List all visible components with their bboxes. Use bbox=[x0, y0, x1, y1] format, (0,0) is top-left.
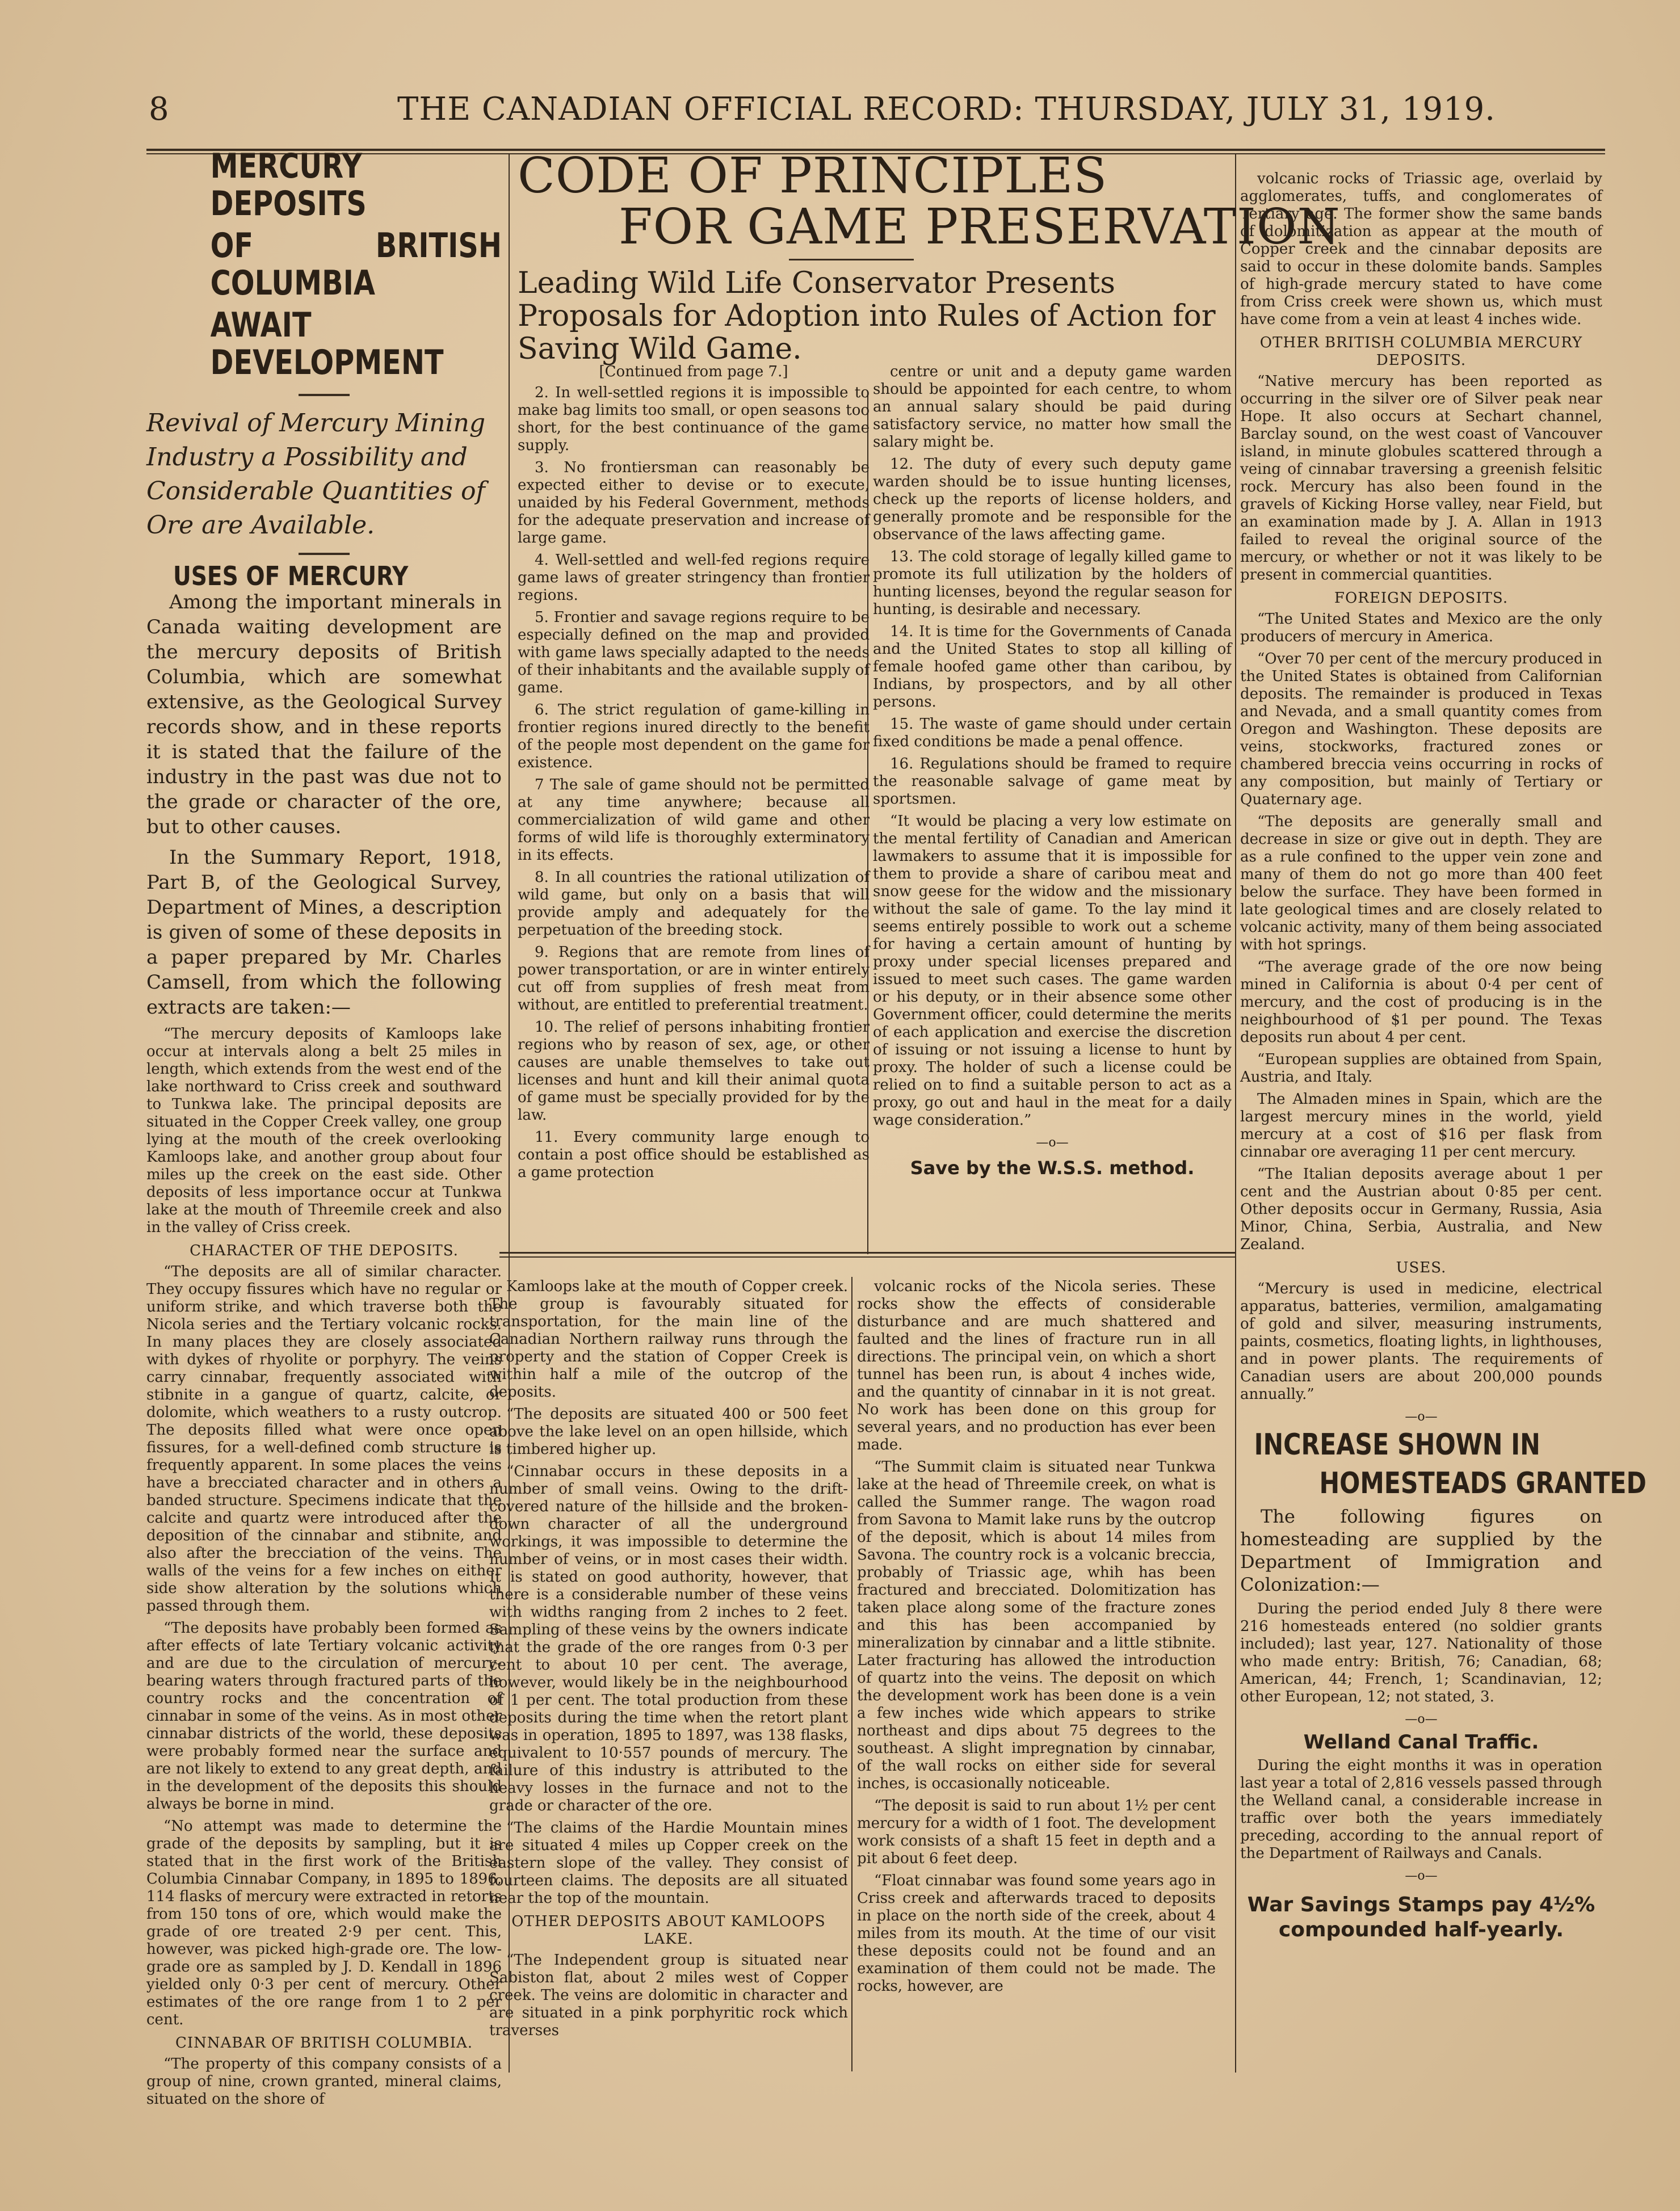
paragraph: 5. Frontier and savage regions require to be especially defined on the map and provided with game laws specially adapted to the needs of their inhabitants and the available supply of game. bbox=[518, 609, 870, 696]
deck-line: Industry a Possibility and bbox=[146, 443, 468, 472]
paragraph: volcanic rocks of the Nicola series. These rocks show the effects of considerable disturbance and are much shattered and faulted and the lines of fracture run in all directions. The principal vein, on which a short tunnel has been run, is about 4 inches wide, and the quantity of cinnabar in it is not great. No work has been done on this group for several years, and no production has ever been made. bbox=[857, 1278, 1216, 1453]
game-article-column-2 bbox=[873, 363, 1232, 1249]
paragraph: “No attempt was made to determine the grade of the deposits by sampling, but it is stated that in the first work of the British Columbia Cinnabar Company, in 1895 to 1896, 114 flasks of mercury were extracted in retorts from 150 tons of ore, which would make the grade of ore treated 2·9 per cent. This, however, was picked high-grade ore. The low-grade ore as sampled by J. D. Kendall in 1896 yielded only 0·3 per cent of mercury. Other estimates of the ore range from 1 to 2 per cent. bbox=[146, 1818, 502, 2028]
paragraph: “The property of this company consists of a group of nine, crown granted, mineral claims, situated on the shore of bbox=[146, 2056, 502, 2108]
paragraph: “The average grade of the ore now being mined in California is about 0·4 per cent of mercury, and the cost of producing is in the neighbourhood of $1 per pound. The Texas deposits run about 4 per cent. bbox=[1240, 959, 1602, 1046]
paragraph: “Over 70 per cent of the mercury produced in the United States is obtained from Californian deposits. The remainder is produced in Texas and Nevada, and a small quantity comes from Oregon and Washington. These deposits are veins, stockworks, fractured zones or chambered breccia veins occurring in rocks of any composition, but mainly of Tertiary or Quaternary age. bbox=[1240, 650, 1602, 808]
paragraph: “The Summit claim is situated near Tunkwa lake at the head of Threemile creek, on what is called the Summer range. The wagon road from Savona to Mamit lake runs by the outcrop of the deposit, which is about 14 miles from Savona. The country rock is a volcanic breccia, probably of Triassic age, whih has been fractured and brecciated. Dolomitization has taken place along some of the fracture zones and this has been accompanied by mineralization by cinnabar and a little stibnite. Later fracturing has allowed the introduction of quartz into the veins. The deposit on which the development work has been done is a vein a few inches wide which appears to strike northeast and dips about 75 degrees to the southeast. A slight impregnation by cinnabar, of the wall rocks on either side for several inches, is occasionally noticeable. bbox=[857, 1458, 1216, 1792]
body-text bbox=[146, 1025, 502, 2108]
game-article-column-1 bbox=[518, 363, 870, 1249]
paragraph: In the Summary Report, 1918, Part B, of the Geological Survey, Department of Mines, a description is given of some of these deposits in a paper prepared by Mr. Charles Camsell, from which the following extracts are taken:— bbox=[146, 846, 502, 1019]
lead-text bbox=[146, 590, 502, 1020]
paragraph: During the eight months it was in operation last year a total of 2,816 vessels passed through the Welland canal, a considerable increase in traffic over both the years immediately preceding, according to the annual report of the Department of Railways and Canals. bbox=[1240, 1757, 1602, 1862]
homesteads-lead bbox=[1240, 1505, 1602, 1596]
deck-line: Revival of Mercury Mining bbox=[146, 409, 486, 438]
paragraph: “Mercury is used in medicine, electrical apparatus, batteries, vermilion, amalgamating of gold and silver, measuring instruments, paints, cosmetics, floating lights, in lighthouses, and in power plants. The requirements of Canadian users are about 200,000 pounds annually.” bbox=[1240, 1280, 1602, 1403]
paragraph: 13. The cold storage of legally killed game to promote its full utilization by the holders of hunting licenses, beyond the regular season for hunting, is desirable and necessary. bbox=[873, 548, 1232, 618]
deck-line: Considerable Quantities of bbox=[146, 477, 485, 506]
separator: —o— bbox=[1405, 1712, 1438, 1726]
paragraph: The following figures on homesteading are supplied by the Department of Immigration and Colonization:— bbox=[1240, 1506, 1602, 1595]
continued-note: [Continued from page 7.] bbox=[599, 363, 788, 380]
paragraph: 15. The waste of game should under certain fixed conditions be made a penal offence. bbox=[873, 716, 1232, 750]
section-heading: OTHER BRITISH COLUMBIA MERCURY DEPOSITS. bbox=[1259, 334, 1583, 369]
headline-line: MERCURY DEPOSITS bbox=[210, 146, 367, 224]
mercury-continuation-column-1 bbox=[489, 1278, 848, 2061]
paragraph: “The deposits are all of similar character. They occupy fissures which have no regular or uniform strike, and which traverse both the Nicola series and the Tertiary volcanic rocks. In many places they are closely associated with dykes of rhyolite or porphyry. The veins carry cinnabar, frequently associated with stibnite in a gangue of quartz, calcite, or dolomite, which weathers to a rusty outcrop. The deposits filled what were once open fissures, for a well-defined comb structure is frequently apparent. In some places the veins have a brecciated character and in others a banded structure. Specimens indicate that the calcite and quartz were introduced after the deposition of the cinnabar and stibnite, and also after the brecciation of the veins. The walls of the veins for a few inches on either side show alteration by the solutions which passed through them. bbox=[146, 1263, 502, 1615]
welland-headline: Welland Canal Traffic. bbox=[1303, 1731, 1539, 1754]
paragraph: 7 The sale of game should not be permitted at any time anywhere; because all commercialization of wild game and other forms of wild life is thoroughly exterminatory in its effects. bbox=[518, 776, 870, 864]
paragraph: “Native mercury has been reported as occurring in the silver ore of Silver peak near Hope. It also occurs at Sechart channel, Barclay sound, on the west coast of Vancouver island, in minute globules scattered through a veing of cinnabar traversing a greenish felsitic rock. Mercury has also been found in the gravels of Kicking Horse valley, near Field, but an examination made by J. A. Allan in 1913 failed to reveal the original source of the mercury, or whether or not it was likely to be present in commercial quantities. bbox=[1240, 373, 1602, 583]
game-article-title: CODE OF PRINCIPLES bbox=[518, 148, 1108, 204]
paragraph: “The claims of the Hardie Mountain mines are situated 4 miles up Copper creek on the eastern slope of the valley. They consist of fourteen claims. The deposits are all situated near the top of the mountain. bbox=[489, 1819, 848, 1907]
paragraph: 11. Every community large enough to contain a post office should be established as a game protection bbox=[518, 1129, 870, 1181]
paragraph: “Cinnabar occurs in these deposits in a number of small veins. Owing to the drift-covered nature of the hillside and the broken-down character of all the underground workings, it was impossible to determine the number of veins, or in most cases their width. It is stated on good authority, however, that there is a considerable number of these veins with widths ranging from 2 inches to 2 feet. Sampling of these veins by the owners indicate that the grade of the ore ranges from 0·3 per cent to about 10 per cent. The average, however, would likely be in the neighbourhood of 1 per cent. The total production from these deposits during the time when the retort plant was in operation, 1895 to 1897, was 138 flasks, equivalent to 10·557 pounds of mercury. The failure of this industry is attributed to the heavy losses in the furnace and not to the grade or character of the ore. bbox=[489, 1463, 848, 1814]
headline-line: AWAIT DEVELOPMENT bbox=[210, 305, 444, 382]
paragraph: “The mercury deposits of Kamloops lake occur at intervals along a belt 25 miles in length, which extends from the west end of the lake northward to Criss creek and southward to Tunkwa lake. The principal deposits are situated in the Copper Creek valley, one group lying at the mouth of the creek overlooking Kamloops lake, and another group about four miles up the creek on the east side. Other deposits of less importance occur at Tunkwa lake at the mouth of Threemile creek and also in the valley of Criss creek. bbox=[146, 1025, 502, 1236]
section-heading: CHARACTER OF THE DEPOSITS. bbox=[190, 1242, 459, 1259]
paragraph: “The Independent group is situated near Sabiston flat, about 2 miles west of Copper creek. The veins are dolomitic in character and are situated in a pink porphyritic rock which traverses bbox=[489, 1952, 848, 2039]
separator: —o— bbox=[1405, 1410, 1438, 1424]
homesteads-headline: INCREASE SHOWN IN bbox=[1254, 1428, 1540, 1462]
homesteads-headline: HOMESTEADS GRANTED bbox=[1319, 1466, 1647, 1500]
paragraph: “The Italian deposits average about 1 per cent and the Austrian about 0·85 per cent. Other deposits occur in Germany, Russia, Asia Minor, China, Serbia, Australia, and New Zealand. bbox=[1240, 1166, 1602, 1253]
section-heading: FOREIGN DEPOSITS. bbox=[1334, 590, 1509, 607]
paragraph: “The deposits have probably been formed as after effects of late Tertiary volcanic activity and are due to the circulation of mercury-bearing waters through fractured parts of the country rocks and the concentration of cinnabar in some of the veins. As in most other cinnabar districts of the world, these deposits were probably formed near the surface and are not likely to extend to any great depth, and in the development of the deposits this should always be borne in mind. bbox=[146, 1620, 502, 1813]
paragraph: centre or unit and a deputy game warden should be appointed for each centre, to whom an annual salary should be paid during satisfactory service, no matter how small the salary might be. bbox=[873, 363, 1232, 451]
page-number: 8 bbox=[149, 91, 169, 128]
paragraph: volcanic rocks of Triassic age, overlaid by agglomerates, tuffs, and conglomerates of Tertiary age. The former show the same bands of dolomitization as appear at the mouth of Copper creek and the cinnabar deposits are said to occur in these dolomite bands. Samples of high-grade mercury stated to have come from Criss creek were shown us, which must have come from a vein at least 4 inches wide. bbox=[1240, 170, 1602, 328]
paragraph: “The deposit is said to run about 1½ per cent mercury for a width of 1 foot. The development work consists of a shaft 15 feet in depth and a pit about 6 feet deep. bbox=[857, 1797, 1216, 1867]
paragraph: 6. The strict regulation of game-killing in frontier regions inured directly to the benefit of the people most dependent on the game for existence. bbox=[518, 701, 870, 771]
section-heading: OTHER DEPOSITS ABOUT KAMLOOPS LAKE. bbox=[511, 1913, 826, 1948]
subheadline: USES OF MERCURY bbox=[173, 561, 409, 591]
paragraph: 8. In all countries the rational utilization of wild game, but only on a basis that will provide amply and adequately for the perpetuation of the breeding stock. bbox=[518, 869, 870, 939]
paragraph: During the period ended July 8 there were 216 homesteads entered (no soldier grants included); last year, 127. Nationality of those who made entry: British, 76; Canadian, 68; American, 44; French, 1; Scandinavian, 12; other European, 12; not stated, 3. bbox=[1240, 1600, 1602, 1705]
headline-line: OF BRITISH COLUMBIA bbox=[210, 226, 502, 303]
paragraph: 9. Regions that are remote from lines of power transportation, or are in winter entirely cut off from supplies of fresh meat from without, are entitled to preferential treatment. bbox=[518, 944, 870, 1014]
section-heading: USES. bbox=[1396, 1259, 1447, 1276]
divider-dash bbox=[299, 553, 350, 555]
paragraph: “The United States and Mexico are the only producers of mercury in America. bbox=[1240, 611, 1602, 645]
paragraph: 14. It is time for the Governments of Canada and the United States to stop all killing of female hoofed game other than caribou, by Indians, by prospectors, and by all other persons. bbox=[873, 623, 1232, 711]
paragraph: Kamloops lake at the mouth of Copper creek. The group is favourably situated for transportation, for the main line of the Canadian Northern railway runs through the property and the station of Copper Creek is within half a mile of the outcrop of the deposits. bbox=[489, 1278, 848, 1401]
paragraph: 16. Regulations should be framed to require the reasonable salvage of game meat by sportsmen. bbox=[873, 755, 1232, 808]
war-savings-slogan: War Savings Stamps pay 4½% compounded half-yearly. bbox=[1247, 1893, 1595, 1941]
paragraph: 10. The relief of persons inhabiting frontier regions who by reason of sex, age, or other causes are unable themselves to take out licenses and hunt and kill their animal quota of game must be specially provided for by the law. bbox=[518, 1019, 870, 1124]
paragraph: “It would be placing a very low estimate on the mental fertility of Canadian and American lawmakers to assume that it is impossible for them to provide a share of caribou meat and snow geese for the widow and the missionary without the sale of game. To the lay mind it seems entirely possible to work out a scheme for having a certain amount of hunting by proxy under special licenses prepared and issued to meet such cases. The game warden or his deputy, or in their absence some other Government officer, could determine the merits of each application and exercise the discretion of issuing or not issuing a license to hunt by proxy. The holder of such a license could be relied on to find a suitable person to act as a proxy, go out and haul in the meat for a daily wage consideration.” bbox=[873, 813, 1232, 1129]
newspaper-title: THE CANADIAN OFFICIAL RECORD: THURSDAY, JULY 31, 1919. bbox=[397, 91, 1496, 128]
separator: —o— bbox=[1036, 1136, 1069, 1150]
paragraph: 2. In well-settled regions it is impossible to make bag limits too small, or open seasons too short, for the best continuance of the game supply. bbox=[518, 384, 870, 454]
section-divider bbox=[499, 1256, 1235, 1258]
deck-line: Ore are Available. bbox=[146, 511, 375, 540]
paragraph: 3. No frontiersman can reasonably be expected either to devise or to execute, unaided by his Federal Government, methods for the adequate preservation and increase of large game. bbox=[518, 459, 870, 547]
paragraph: 12. The duty of every such deputy game warden should be to issue hunting licenses, check up the reports of license holders, and generally promote and be responsible for the observance of the laws affecting game. bbox=[873, 456, 1232, 543]
right-column bbox=[1240, 170, 1647, 2071]
section-heading: CINNABAR OF BRITISH COLUMBIA. bbox=[175, 2035, 473, 2052]
column-divider bbox=[851, 1277, 852, 2071]
separator: —o— bbox=[1405, 1869, 1438, 1883]
title-underline bbox=[789, 259, 914, 260]
mercury-article bbox=[146, 146, 502, 2108]
paragraph: 4. Well-settled and well-fed regions require game laws of greater stringency than frontier regions. bbox=[518, 552, 870, 604]
paragraph: “European supplies are obtained from Spain, Austria, and Italy. bbox=[1240, 1051, 1602, 1086]
masthead bbox=[0, 85, 1680, 148]
divider-dash bbox=[299, 394, 350, 396]
paragraph: The Almaden mines in Spain, which are the largest mercury mines in the world, yield mercury at a cost of $16 per flask from cinnabar ore averaging 11 per cent mercury. bbox=[1240, 1091, 1602, 1161]
paragraph: “Float cinnabar was found some years ago in Criss creek and afterwards traced to deposits in place on the north side of the creek, about 4 miles from its mouth. At the time of our visit these deposits could not be found and an examination of them could not be made. The rocks, however, are bbox=[857, 1872, 1216, 1995]
paragraph: “The deposits are generally small and decrease in size or give out in depth. They are as a rule confined to the upper vein zone and many of them do not go more than 400 feet below the surface. They have been formed in late geological times and are closely related to volcanic activity, many of them being associated with hot springs. bbox=[1240, 813, 1602, 953]
game-article-title: FOR GAME PRESERVATION bbox=[619, 199, 1341, 255]
save-slogan: Save by the W.S.S. method. bbox=[910, 1157, 1195, 1179]
paragraph: Among the important minerals in Canada waiting development are the mercury deposits of British Columbia, which are somewhat extensive, as the Geological Survey records show, and in these reports it is stated that the failure of the industry in the past was due not to the grade or character of the ore, but to other causes. bbox=[146, 591, 502, 838]
mercury-continuation-column-2 bbox=[857, 1278, 1216, 2061]
game-article-deck: Leading Wild Life Conservator Presents Proposals for Adoption into Rules of Action for Saving Wild Game. bbox=[518, 266, 1216, 366]
paragraph: “The deposits are situated 400 or 500 feet above the lake level on an open hillside, which is timbered higher up. bbox=[489, 1406, 848, 1458]
section-divider bbox=[499, 1252, 1235, 1254]
column-divider bbox=[1235, 154, 1236, 2073]
